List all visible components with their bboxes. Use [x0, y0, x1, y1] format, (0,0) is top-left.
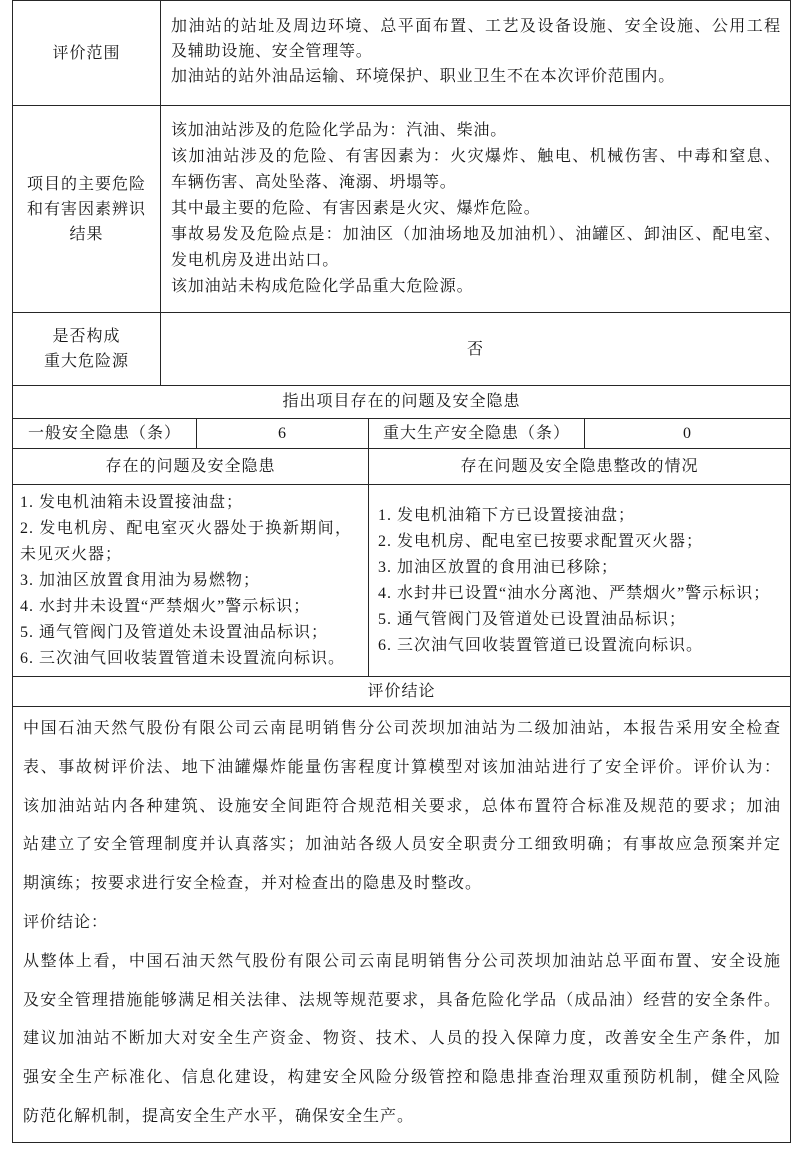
scope-label-cell — [12, 0, 161, 106]
conclusion-line: 表、事故树评价法、地下油罐爆炸能量伤害程度计算模型对该加油站进行了安全评价。评价认为： — [23, 758, 781, 776]
rectification-item: 4. 水封井已设置“油水分离池、严禁烟火”警示标识； — [378, 584, 771, 602]
general-hazard-label-cell — [12, 418, 197, 449]
general-hazard-label: 一般安全隐患（条） — [27, 424, 181, 442]
issues-list — [12, 484, 369, 677]
hazard-line: 事故易发及危险点是：加油区（加油场地及加油机）、油罐区、卸油区、配电室、 — [171, 226, 781, 243]
conclusion-line: 及安全管理措施能够满足相关法律、法规等规范要求，具备危险化学品（成品油）经营的安全条件。 — [23, 991, 781, 1009]
major-hazard-count: 0 — [683, 424, 692, 442]
conclusion-line: 站建立了安全管理制度并认真落实；加油站各级人员安全职责分工细致明确；有事故应急预案并定 — [23, 836, 781, 854]
general-hazard-count: 6 — [278, 424, 287, 442]
conclusion-line: 从整体上看，中国石油天然气股份有限公司云南昆明销售分公司茨坝加油站总平面布置、安全设施 — [23, 952, 781, 970]
rectification-item: 5. 通气管阀门及管道处已设置油品标识； — [378, 610, 687, 628]
conclusion-line: 中国石油天然气股份有限公司云南昆明销售分公司茨坝加油站为二级加油站，本报告采用安全检查 — [23, 720, 781, 737]
issues-section-title-cell — [12, 385, 791, 419]
major-hazard-label-line: 重大危险源 — [43, 353, 129, 370]
hazard-content-cell — [160, 105, 791, 313]
hazard-line: 该加油站未构成危险化学品重大危险源。 — [171, 278, 474, 295]
major-hazard-value-cell — [160, 312, 791, 386]
hazard-line: 车辆伤害、高处坠落、淹溺、坍塌等。 — [171, 174, 457, 191]
issue-item: 5. 通气管阀门及管道处未设置油品标识； — [20, 623, 329, 641]
conclusion-text — [12, 706, 791, 1143]
major-hazard-count-label: 重大生产安全隐患（条） — [382, 424, 570, 442]
major-hazard-count-label-cell — [368, 418, 585, 449]
scope-line: 加油站的站址及周边环境、总平面布置、工艺及设备设施、安全设施、公用工程 — [171, 18, 781, 35]
scope-label: 评价范围 — [52, 44, 121, 62]
hazard-label-line: 项目的主要危险 — [26, 175, 146, 193]
major-hazard-value: 否 — [466, 340, 484, 358]
rectification-item: 6. 三次油气回收装置管道已设置流向标识。 — [378, 636, 704, 654]
general-hazard-count-cell — [196, 418, 369, 449]
conclusion-line: 建议加油站不断加大对安全生产资金、物资、技术、人员的投入保障力度，改善安全生产条件，加 — [23, 1030, 781, 1048]
conclusion-line: 该加油站站内各种建筑、设施安全间距符合规范相关要求，总体布置符合标准及规范的要求；加油 — [23, 797, 781, 815]
conclusion-title: 评价结论 — [367, 682, 436, 700]
rectification-header: 存在问题及安全隐患整改的情况 — [460, 457, 699, 475]
conclusion-subheading: 评价结论： — [23, 913, 109, 931]
hazard-line: 其中最主要的危险、有害因素是火灾、爆炸危险。 — [171, 200, 541, 217]
issues-section-title: 指出项目存在的问题及安全隐患 — [282, 393, 521, 410]
scope-content-cell — [160, 0, 791, 106]
hazard-line: 该加油站涉及的危险化学品为：汽油、柴油。 — [171, 122, 508, 139]
hazard-label-cell — [12, 105, 161, 313]
conclusion-title-cell — [12, 676, 791, 707]
major-hazard-label-line: 是否构成 — [52, 328, 121, 345]
issue-item: 6. 三次油气回收装置管道未设置流向标识。 — [20, 649, 346, 667]
conclusion-line: 防范化解机制，提高安全生产水平，确保安全生产。 — [23, 1107, 415, 1125]
conclusion-line: 强安全生产标准化、信息化建设，构建安全风险分级管控和隐患排查治理双重预防机制，健全风险 — [23, 1069, 781, 1087]
issue-item: 3. 加油区放置食用油为易燃物； — [20, 571, 261, 589]
rectification-item: 3. 加油区放置的食用油已移除； — [378, 558, 619, 576]
hazard-label-line: 和有害因素辨识 — [26, 200, 146, 218]
rectification-header-cell — [368, 448, 791, 485]
issues-header: 存在的问题及安全隐患 — [105, 457, 276, 475]
major-hazard-count-cell — [584, 418, 791, 449]
rectification-item: 2. 发电机房、配电室已按要求配置灭火器； — [378, 532, 704, 550]
scope-line: 及辅助设施、安全管理等。 — [171, 43, 373, 60]
rectification-list — [368, 484, 791, 677]
issues-header-cell — [12, 448, 369, 485]
hazard-line: 发电机房及进出站口。 — [171, 252, 340, 269]
scope-line: 加油站的站外油品运输、环境保护、职业卫生不在本次评价范围内。 — [171, 68, 676, 85]
issue-item: 1. 发电机油箱未设置接油盘； — [20, 493, 244, 511]
issue-item: 2. 发电机房、配电室灭火器处于换新期间，未见灭火器； — [20, 519, 352, 563]
conclusion-line: 期演练；按要求进行安全检查，并对检查出的隐患及时整改。 — [23, 875, 483, 893]
rectification-item: 1. 发电机油箱下方已设置接油盘； — [378, 506, 636, 524]
major-hazard-label-cell — [12, 312, 161, 386]
hazard-label-line: 结果 — [69, 225, 104, 243]
hazard-line: 该加油站涉及的危险、有害因素为：火灾爆炸、触电、机械伤害、中毒和窒息、 — [171, 148, 781, 165]
issue-item: 4. 水封井未设置“严禁烟火”警示标识； — [20, 597, 311, 615]
